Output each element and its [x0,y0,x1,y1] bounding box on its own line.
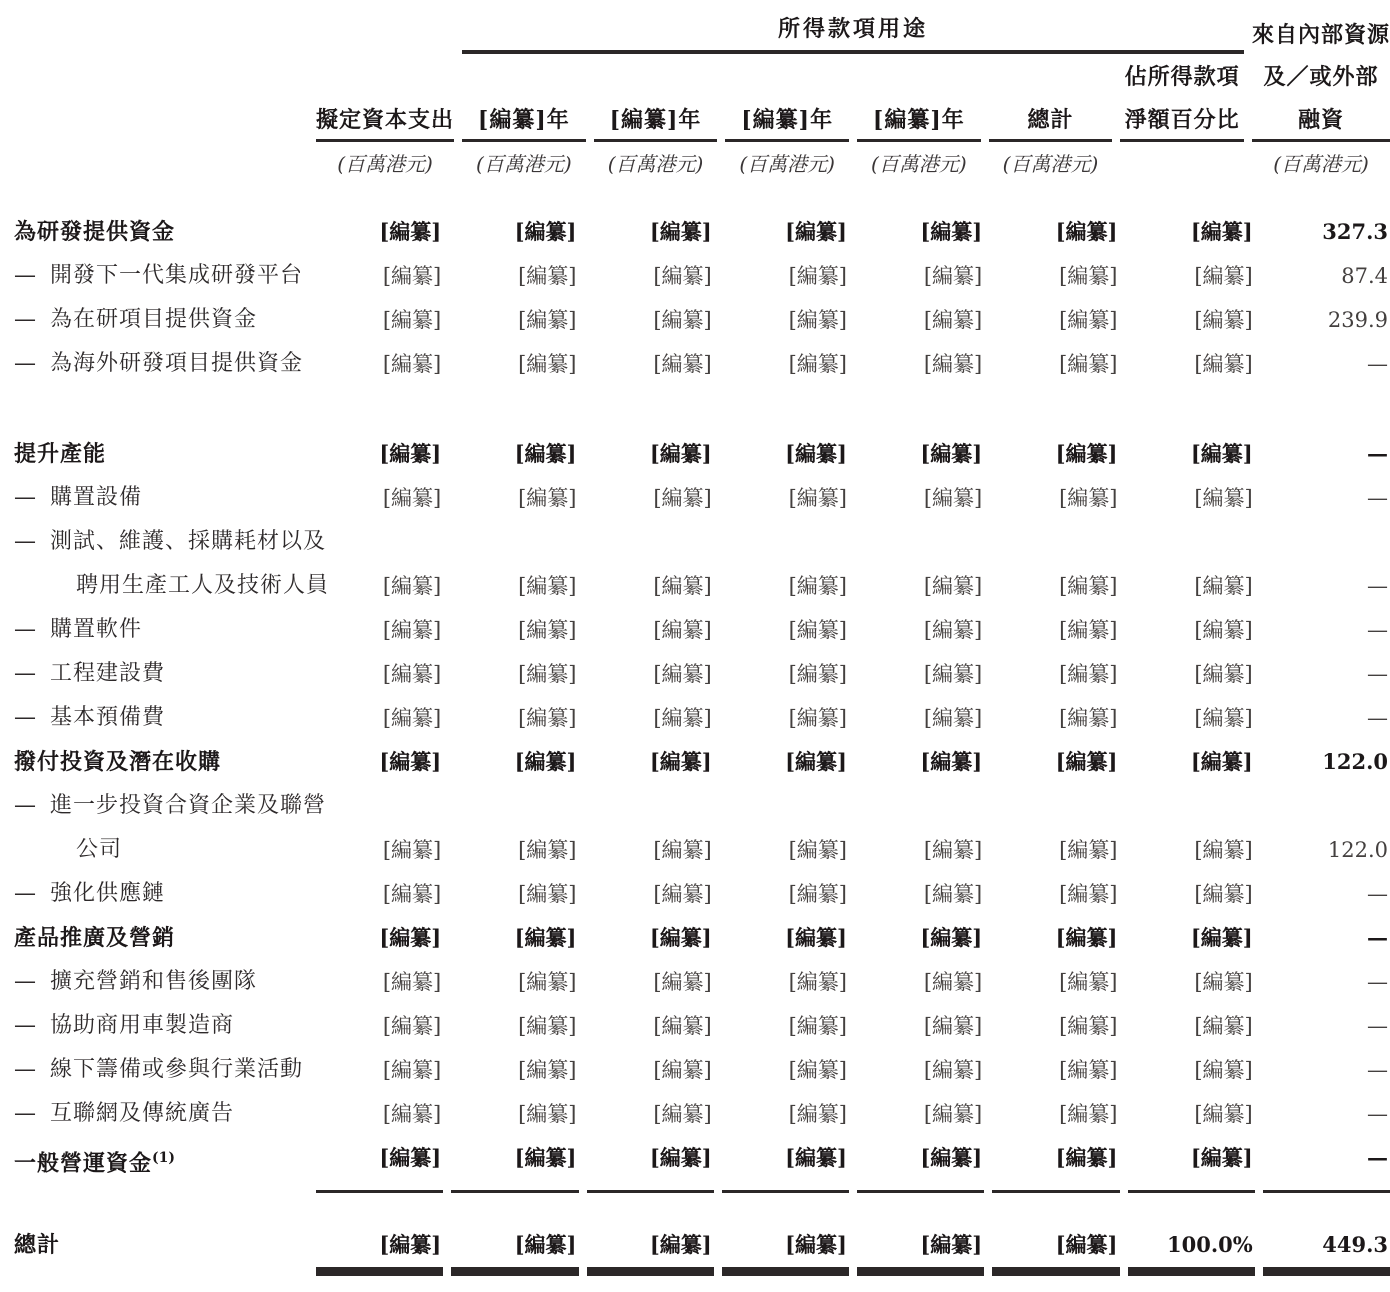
table-cell: [編纂] [382,574,442,598]
table-cell: [編纂] [649,219,712,244]
table-cell: [編纂] [923,1014,983,1038]
table-cell: [編纂] [653,662,712,686]
table-cell: 87.4 [1341,264,1388,288]
row-label-text: 購置設備 [50,485,143,510]
table-cell: [編纂] [587,1223,714,1270]
table-cell: [編纂] [923,882,983,906]
header-pct-line1: 佔所得款項 [1124,64,1240,90]
table-cell: [編纂] [788,970,847,994]
table-cell: [編纂] [920,925,983,950]
row-label [0,476,308,520]
table-row [0,1004,1390,1048]
table-cell: [編纂] [1194,1058,1253,1082]
table-row [0,1092,1390,1136]
table-cell: [編纂] [788,574,847,598]
table-row [0,828,1390,872]
footnote-marker: (1) [152,1150,176,1166]
table-cell: [編纂] [451,1223,578,1270]
row-label-text: 基本預備費 [50,705,166,730]
table-cell: [編纂] [518,838,577,862]
table-cell: [編纂] [1059,264,1118,288]
table-cell: [編纂] [653,264,712,288]
table-cell: [編纂] [649,749,712,774]
table-row [0,298,1390,342]
table-cell: [編纂] [653,574,712,598]
row-label-text: 進一步投資合資企業及聯營 [50,793,327,818]
table-row [0,1136,1390,1193]
table-cell: [編纂] [788,706,847,730]
row-label [0,210,308,254]
table-cell: [編纂] [923,574,983,598]
table-cell: 327.3 [1322,219,1388,244]
table-cell: [編纂] [788,882,847,906]
table-cell: [編纂] [920,441,983,466]
table-cell: [編纂] [1128,1136,1255,1193]
table-cell: [編纂] [382,882,442,906]
spanner-header-use-of-proceeds: 所得款項用途 [462,10,1244,54]
table-cell: [編纂] [1194,264,1253,288]
table-cell: [編纂] [518,662,577,686]
table-cell: [編纂] [1190,219,1253,244]
table-cell: [編纂] [382,970,442,994]
unit-label: (百萬港元) [476,152,572,176]
row-label [0,254,308,298]
table-cell: [編纂] [857,1136,984,1193]
unit-label: (百萬港元) [1002,152,1099,176]
table-cell: [編纂] [785,219,847,244]
table-cell: [編纂] [1190,925,1253,950]
row-label [0,828,308,872]
table-cell: [編纂] [518,618,577,642]
row-label [0,608,308,652]
unit-label: (百萬港元) [607,152,704,176]
table-cell: [編纂] [788,1014,847,1038]
table-cell: [編纂] [1055,441,1118,466]
table-cell: [編纂] [923,662,983,686]
table-cell: [編纂] [788,1058,847,1082]
table-cell: [編纂] [649,441,712,466]
table-cell: [編纂] [1194,882,1253,906]
row-label [0,1004,308,1048]
row-label-text: 線下籌備或參與行業活動 [50,1057,304,1082]
table-row [0,916,1390,960]
table-cell: [編纂] [379,925,442,950]
table-cell: [編纂] [788,662,847,686]
table-cell: [編纂] [649,925,712,950]
table-cell: [編纂] [1194,970,1253,994]
table-cell: [編纂] [379,219,442,244]
table-cell: [編纂] [923,352,983,376]
table-cell: [編纂] [923,486,983,510]
table-cell: [編纂] [788,1102,847,1126]
table-cell: [編纂] [920,219,983,244]
table-cell: [編纂] [382,1102,442,1126]
table-cell: [編纂] [653,970,712,994]
table-cell: [編纂] [785,749,847,774]
table-cell: [編纂] [788,352,847,376]
table-row [0,784,1390,828]
table-cell: [編纂] [1190,749,1253,774]
table-cell: 100.0% [1128,1223,1255,1270]
row-label-text: 公司 [76,837,123,862]
table-cell: [編纂] [992,1223,1119,1270]
table-cell: [編纂] [382,1014,442,1038]
row-label [0,520,327,564]
row-label [0,872,308,916]
row-label [0,1136,308,1193]
table-cell: — [1367,352,1388,376]
table-row [0,432,1390,476]
table-cell: [編纂] [518,882,577,906]
table-cell: [編纂] [382,308,442,332]
table-cell: [編纂] [451,1136,578,1193]
table-cell: [編纂] [785,441,847,466]
table-cell: [編纂] [518,706,577,730]
table-cell: [編纂] [518,970,577,994]
header-year-2: [編纂]年 [594,101,718,142]
header-year-1: [編纂]年 [462,101,586,142]
table-cell: [編纂] [382,264,442,288]
table-cell: [編纂] [1059,486,1118,510]
table-cell: — [1367,486,1388,510]
table-cell: [編纂] [518,1014,577,1038]
list-dash: — [14,1013,37,1038]
table-cell: [編纂] [788,838,847,862]
table-cell: [編纂] [1059,970,1118,994]
table-cell: 239.9 [1327,308,1388,332]
table-cell: [編纂] [1194,308,1253,332]
table-cell: [編纂] [785,925,847,950]
table-cell: [編纂] [992,1136,1119,1193]
table-cell: [編纂] [722,1223,849,1270]
row-label-text: 購置軟件 [50,617,143,642]
table-cell: [編纂] [857,1223,984,1270]
table-cell: — [1367,574,1388,598]
list-dash: — [14,485,37,510]
header-internal-resources-line2: 及／或外部 [1263,64,1379,90]
list-dash: — [14,661,37,686]
row-label [0,916,308,960]
row-label [0,960,308,1004]
list-dash: — [14,705,37,730]
row-label [0,652,308,696]
table-cell: [編纂] [653,1014,712,1038]
table-cell: [編纂] [653,1058,712,1082]
header-pct-line2: 淨額百分比 [1120,101,1244,142]
table-cell: [編纂] [379,441,442,466]
row-label-text: 提升產能 [14,441,107,467]
row-label-text: 測試、維護、採購耗材以及 [50,529,327,554]
table-row [0,652,1390,696]
table-cell: [編纂] [1055,925,1118,950]
table-row [0,210,1390,254]
table-cell: [編纂] [923,706,983,730]
table-row [0,872,1390,916]
table-cell: 449.3 [1263,1223,1390,1270]
table-row [0,1223,1390,1270]
table-cell: [編纂] [653,352,712,376]
table-cell: [編纂] [923,1102,983,1126]
table-cell: [編纂] [1059,662,1118,686]
table-cell: [編纂] [382,706,442,730]
table-cell: [編纂] [1194,352,1253,376]
table-cell: [編纂] [382,618,442,642]
row-label-text: 為海外研發項目提供資金 [50,351,304,376]
list-dash: — [14,307,37,332]
table-cell: — [1367,1014,1388,1038]
table-cell: [編纂] [722,1136,849,1193]
table-cell: [編纂] [1059,618,1118,642]
row-label-text: 工程建設費 [50,661,166,686]
row-label-text: 為在研項目提供資金 [50,307,258,332]
table-cell: [編纂] [518,352,577,376]
table-row [0,608,1390,652]
table-row [0,1048,1390,1092]
table-cell: [編纂] [382,352,442,376]
table-cell: [編纂] [1194,486,1253,510]
table-cell: [編纂] [316,1136,443,1193]
row-label-text: 為研發提供資金 [14,219,176,245]
table-cell: [編纂] [1055,749,1118,774]
table-cell: [編纂] [788,618,847,642]
table-body [0,210,1390,1270]
unit-label: (百萬港元) [871,152,967,176]
table-cell: [編纂] [1059,352,1118,376]
table-cell: — [1367,662,1388,686]
table-row [0,476,1390,520]
table-cell: [編纂] [514,441,577,466]
row-label-text: 強化供應鏈 [50,881,166,906]
row-label [0,298,308,342]
table-header [0,6,1390,184]
table-cell: — [1367,1058,1388,1082]
table-cell: [編纂] [382,662,442,686]
table-cell: [編纂] [1190,441,1253,466]
row-label [0,342,308,386]
table-row [0,960,1390,1004]
row-label [0,432,308,476]
table-cell: [編纂] [518,574,577,598]
header-year-4: [編纂]年 [857,101,981,142]
table-cell: [編纂] [1194,662,1253,686]
table-cell: [編纂] [920,749,983,774]
table-cell: [編纂] [653,706,712,730]
row-label-text: 互聯網及傳統廣告 [50,1101,235,1126]
table-cell: [編纂] [1194,1014,1253,1038]
table-cell: [編纂] [788,308,847,332]
table-cell: [編纂] [514,925,577,950]
list-dash: — [14,969,37,994]
unit-label: (百萬港元) [1273,152,1369,176]
list-dash: — [14,529,37,554]
table-cell: [編纂] [923,308,983,332]
row-label [0,1048,308,1092]
table-cell: [編纂] [514,749,577,774]
table-cell: [編纂] [923,264,983,288]
row-label [0,1223,308,1270]
table-cell: [編纂] [518,1058,577,1082]
table-cell: [編纂] [1059,838,1118,862]
table-cell: [編纂] [1059,1102,1118,1126]
table-cell: [編纂] [382,838,442,862]
table-cell: [編纂] [379,749,442,774]
table-cell: — [1367,1102,1388,1126]
list-dash: — [14,617,37,642]
row-label [0,784,327,828]
list-dash: — [14,263,37,288]
table-cell: — [1367,925,1388,950]
header-capex: 擬定資本支出 [316,101,454,142]
row-label-text: 產品推廣及營銷 [14,925,176,951]
header-internal-resources-line1: 來自內部資源 [1251,22,1390,48]
list-dash: — [14,1057,37,1082]
table-cell: [編纂] [653,486,712,510]
list-dash: — [14,1101,37,1126]
table-cell: — [1367,970,1388,994]
row-label-text: 協助商用車製造商 [50,1013,235,1038]
table-cell: [編纂] [518,486,577,510]
table-cell: [編纂] [518,264,577,288]
row-label-text: 聘用生產工人及技術人員 [76,573,330,598]
table-row [0,520,1390,564]
row-label [0,564,330,608]
header-total: 總計 [989,101,1113,142]
table-cell: — [1367,706,1388,730]
table-cell: [編纂] [518,308,577,332]
table-cell: [編纂] [1059,1058,1118,1082]
table-cell: — [1367,618,1388,642]
table-cell: [編纂] [923,618,983,642]
table-cell: [編纂] [1194,706,1253,730]
row-label-text: 一般營運資金 [14,1150,153,1177]
table-cell: [編纂] [653,308,712,332]
row-label-text: 撥付投資及潛在收購 [14,749,222,775]
table-cell: [編纂] [788,264,847,288]
table-cell: [編纂] [923,1058,983,1082]
table-cell: — [1367,441,1388,466]
table-row [0,342,1390,386]
row-label [0,696,308,740]
table-cell: [編纂] [1059,1014,1118,1038]
table-cell: [編纂] [1194,574,1253,598]
header-internal-resources-line3: 融資 [1252,101,1390,142]
header-year-3: [編纂]年 [725,101,849,142]
list-dash: — [14,881,37,906]
table-cell: 122.0 [1327,838,1388,862]
table-row [0,740,1390,784]
table-row [0,564,1390,608]
table-cell: — [1367,882,1388,906]
table-cell: [編纂] [514,219,577,244]
table-row [0,254,1390,298]
table-cell: [編纂] [1194,1102,1253,1126]
table-cell: [編纂] [1055,219,1118,244]
row-label-text: 總計 [14,1232,61,1259]
table-cell: 122.0 [1322,749,1388,774]
table-cell: [編纂] [382,1058,442,1082]
table-cell: [編纂] [653,882,712,906]
table-cell: [編纂] [653,618,712,642]
table-cell: [編纂] [518,1102,577,1126]
table-cell: [編纂] [923,970,983,994]
table-cell: [編纂] [587,1136,714,1193]
table-cell: [編纂] [1194,838,1253,862]
list-dash: — [14,793,37,818]
table-cell: [編纂] [1059,574,1118,598]
row-label-text: 開發下一代集成研發平台 [50,263,304,288]
table-cell: — [1263,1136,1390,1193]
row-label [0,740,308,784]
table-cell: [編纂] [1059,882,1118,906]
table-cell: [編纂] [1194,618,1253,642]
table-cell: [編纂] [653,838,712,862]
table-cell: [編纂] [788,486,847,510]
unit-label: (百萬港元) [739,152,835,176]
table-cell: [編纂] [382,486,442,510]
list-dash: — [14,351,37,376]
table-cell: [編纂] [653,1102,712,1126]
table-row [0,696,1390,740]
table-cell: [編纂] [923,838,983,862]
unit-label: (百萬港元) [337,152,433,176]
table-cell: [編纂] [316,1223,443,1270]
table-cell: [編纂] [1059,308,1118,332]
row-label [0,1092,308,1136]
row-label-text: 擴充營銷和售後團隊 [50,969,258,994]
table-cell: [編纂] [1059,706,1118,730]
